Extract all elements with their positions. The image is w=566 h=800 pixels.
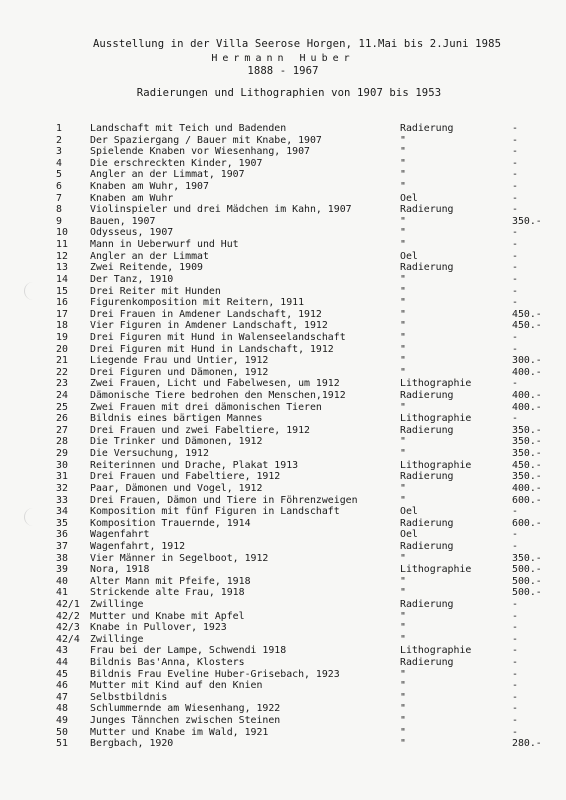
- catalog-row: [0, 506, 566, 518]
- catalog-number: 4: [56, 157, 62, 169]
- catalog-row: [0, 611, 566, 623]
- price: -: [512, 680, 518, 692]
- catalog-row: [0, 541, 566, 553]
- artwork-title: Reiterinnen und Drache, Plakat 1913: [90, 459, 299, 471]
- catalog-row: [0, 703, 566, 715]
- technique: Radierung: [400, 657, 454, 669]
- catalog-row: [0, 390, 566, 402]
- price: -: [512, 703, 518, 715]
- catalog-number: 20: [56, 343, 68, 355]
- technique: ": [400, 738, 406, 750]
- artwork-title: Die erschreckten Kinder, 1907: [90, 157, 263, 169]
- technique: ": [400, 366, 406, 378]
- catalog-number: 3: [56, 146, 62, 158]
- artwork-title: Komposition Trauernde, 1914: [90, 517, 251, 529]
- price: -: [512, 273, 518, 285]
- technique: ": [400, 633, 406, 645]
- catalog-number: 14: [56, 273, 68, 285]
- technique: Radierung: [400, 123, 454, 134]
- technique: ": [400, 436, 406, 448]
- artwork-title: Angler an der Limmat, 1907: [90, 169, 245, 181]
- catalog-number: 11: [56, 239, 68, 251]
- technique: ": [400, 343, 406, 355]
- artwork-title: Frau bei der Lampe, Schwendi 1918: [90, 645, 287, 657]
- catalog-number: 37: [56, 540, 68, 552]
- artwork-title: Odysseus, 1907: [90, 227, 174, 239]
- price: 400.-: [512, 390, 542, 402]
- catalog-number: 19: [56, 331, 68, 343]
- artwork-title: Strickende alte Frau, 1918: [90, 587, 245, 599]
- catalog-row: [0, 123, 566, 135]
- artwork-title: Alter Mann mit Pfeife, 1918: [90, 575, 251, 587]
- technique: Radierung: [400, 390, 454, 402]
- price: -: [512, 715, 518, 727]
- artwork-title: Zwillinge: [90, 633, 144, 645]
- catalog-row: [0, 715, 566, 727]
- price: -: [512, 645, 518, 657]
- catalog-row: [0, 669, 566, 681]
- price: -: [512, 343, 518, 355]
- technique: ": [400, 146, 406, 158]
- price: 350.-: [512, 448, 542, 460]
- price: -: [512, 123, 518, 134]
- catalog-row: [0, 262, 566, 274]
- artwork-title: Drei Frauen, Dämon und Tiere in Föhrenzweigen: [90, 494, 358, 506]
- technique: Oel: [400, 250, 418, 262]
- price: -: [512, 610, 518, 622]
- artwork-title: Drei Figuren mit Hund in Landschaft, 1912: [90, 343, 334, 355]
- catalog-number: 15: [56, 285, 68, 297]
- catalog-row: [0, 309, 566, 321]
- price: -: [512, 540, 518, 552]
- catalog-number: 9: [56, 215, 62, 227]
- catalog-row: [0, 634, 566, 646]
- price: -: [512, 146, 518, 158]
- catalog-number: 26: [56, 413, 68, 425]
- catalog-number: 47: [56, 691, 68, 703]
- catalog-row: [0, 645, 566, 657]
- artwork-title: Knaben am Wuhr: [90, 192, 174, 204]
- catalog-row: [0, 727, 566, 739]
- catalog-row: [0, 622, 566, 634]
- price: 350.-: [512, 424, 542, 436]
- technique: Lithographie: [400, 564, 472, 576]
- technique: ": [400, 587, 406, 599]
- catalog-number: 36: [56, 529, 68, 541]
- artwork-title: Zwillinge: [90, 598, 144, 610]
- price: 280.-: [512, 738, 542, 750]
- artwork-title: Mutter und Knabe mit Apfel: [90, 610, 245, 622]
- technique: ": [400, 703, 406, 715]
- catalog-row: [0, 181, 566, 193]
- catalog-number: 5: [56, 169, 62, 181]
- catalog-number: 31: [56, 471, 68, 483]
- artwork-title: Bildnis Frau Eveline Huber-Grisebach, 1923: [90, 668, 340, 680]
- price: -: [512, 285, 518, 297]
- price: -: [512, 239, 518, 251]
- price: -: [512, 181, 518, 193]
- technique: ": [400, 331, 406, 343]
- price: -: [512, 668, 518, 680]
- technique: ": [400, 239, 406, 251]
- price: 500.-: [512, 575, 542, 587]
- artwork-title: Knabe in Pullover, 1923: [90, 622, 227, 634]
- technique: ": [400, 215, 406, 227]
- price: 400.-: [512, 401, 542, 413]
- artwork-title: Liegende Frau und Untier, 1912: [90, 355, 269, 367]
- technique: ": [400, 622, 406, 634]
- price: -: [512, 192, 518, 204]
- artwork-title: Bauen, 1907: [90, 215, 156, 227]
- artwork-title: Drei Frauen und zwei Fabeltiere, 1912: [90, 424, 310, 436]
- artwork-title: Drei Figuren mit Hund in Walenseelandschaft: [90, 331, 346, 343]
- technique: ": [400, 575, 406, 587]
- catalog-number: 6: [56, 181, 62, 193]
- technique: ": [400, 285, 406, 297]
- catalog-row: [0, 193, 566, 205]
- catalog-row: [0, 564, 566, 576]
- price: -: [512, 598, 518, 610]
- artwork-title: Die Versuchung, 1912: [90, 448, 209, 460]
- catalog-row: [0, 158, 566, 170]
- catalog-row: [0, 436, 566, 448]
- artwork-title: Spielende Knaben vor Wiesenhang, 1907: [90, 146, 310, 158]
- artwork-title: Drei Frauen in Amdener Landschaft, 1912: [90, 308, 322, 320]
- artwork-title: Drei Figuren und Dämonen, 1912: [90, 366, 269, 378]
- artwork-title: Wagenfahrt, 1912: [90, 540, 186, 552]
- technique: ": [400, 715, 406, 727]
- catalog-row: [0, 657, 566, 669]
- catalog-number: 18: [56, 320, 68, 332]
- artwork-title: Violinspieler und drei Mädchen im Kahn, 1907: [90, 204, 352, 216]
- price: -: [512, 227, 518, 239]
- catalog-number: 42/4: [56, 633, 80, 645]
- price: 450.-: [512, 308, 542, 320]
- technique: ": [400, 157, 406, 169]
- technique: Radierung: [400, 540, 454, 552]
- catalog-row: [0, 738, 566, 750]
- artwork-title: Angler an der Limmat: [90, 250, 209, 262]
- price: -: [512, 506, 518, 518]
- catalog-row: [0, 587, 566, 599]
- artist-dates: 1888 - 1967: [247, 65, 319, 77]
- catalog-subtitle: Radierungen und Lithographien von 1907 bis 1953: [136, 87, 442, 99]
- artwork-title: Schlummernde am Wiesenhang, 1922: [90, 703, 281, 715]
- catalog-row: [0, 448, 566, 460]
- artwork-title: Mann in Ueberwurf und Hut: [90, 239, 239, 251]
- catalog-row: [0, 367, 566, 379]
- catalog-number: 27: [56, 424, 68, 436]
- technique: ": [400, 552, 406, 564]
- catalog-number: 22: [56, 366, 68, 378]
- catalog-row: [0, 227, 566, 239]
- catalog-number: 1: [56, 123, 62, 134]
- price: -: [512, 726, 518, 738]
- price: 350.-: [512, 552, 542, 564]
- artwork-title: Selbstbildnis: [90, 691, 168, 703]
- artist-name: Hermann Huber: [211, 53, 355, 64]
- catalog-row: [0, 495, 566, 507]
- catalog-row: [0, 599, 566, 611]
- catalog-row: [0, 425, 566, 437]
- technique: Lithographie: [400, 645, 472, 657]
- catalog-number: 25: [56, 401, 68, 413]
- catalog-number: 12: [56, 250, 68, 262]
- catalog-number: 34: [56, 506, 68, 518]
- technique: ": [400, 308, 406, 320]
- catalog-row: [0, 286, 566, 298]
- price: -: [512, 657, 518, 669]
- exhibition-line: Ausstellung in der Villa Seerose Horgen, 11.Mai bis 2.Juni 1985: [92, 38, 502, 50]
- artwork-title: Der Tanz, 1910: [90, 273, 174, 285]
- price: 500.-: [512, 564, 542, 576]
- artwork-title: Drei Reiter mit Hunden: [90, 285, 221, 297]
- price: 600.-: [512, 494, 542, 506]
- technique: ": [400, 610, 406, 622]
- catalog-number: 13: [56, 262, 68, 274]
- artwork-title: Zwei Frauen, Licht und Fabelwesen, um 1912: [90, 378, 340, 390]
- catalog-row: [0, 378, 566, 390]
- price: 300.-: [512, 355, 542, 367]
- catalog-row: [0, 692, 566, 704]
- catalog-number: 50: [56, 726, 68, 738]
- catalog-row: [0, 135, 566, 147]
- catalog-list: [0, 123, 566, 750]
- price: -: [512, 622, 518, 634]
- price: -: [512, 262, 518, 274]
- price: -: [512, 169, 518, 181]
- technique: Radierung: [400, 424, 454, 436]
- technique: ": [400, 320, 406, 332]
- price: -: [512, 297, 518, 309]
- catalog-row: [0, 576, 566, 588]
- catalog-row: [0, 204, 566, 216]
- artwork-title: Paar, Dämonen und Vogel, 1912: [90, 482, 263, 494]
- price: 500.-: [512, 587, 542, 599]
- catalog-row: [0, 146, 566, 158]
- catalog-number: 46: [56, 680, 68, 692]
- technique: ": [400, 273, 406, 285]
- catalog-number: 45: [56, 668, 68, 680]
- catalog-number: 49: [56, 715, 68, 727]
- technique: Oel: [400, 192, 418, 204]
- catalog-row: [0, 518, 566, 530]
- technique: ": [400, 680, 406, 692]
- catalog-number: 39: [56, 564, 68, 576]
- catalog-row: [0, 355, 566, 367]
- catalog-row: [0, 169, 566, 181]
- price: -: [512, 331, 518, 343]
- price: 450.-: [512, 320, 542, 332]
- technique: Radierung: [400, 204, 454, 216]
- catalog-number: 33: [56, 494, 68, 506]
- technique: ": [400, 181, 406, 193]
- artwork-title: Komposition mit fünf Figuren in Landschaft: [90, 506, 340, 518]
- technique: ": [400, 448, 406, 460]
- artwork-title: Junges Tännchen zwischen Steinen: [90, 715, 281, 727]
- price: 450.-: [512, 459, 542, 471]
- technique: ": [400, 297, 406, 309]
- artwork-title: Figurenkomposition mit Reitern, 1911: [90, 297, 305, 309]
- price: -: [512, 529, 518, 541]
- catalog-number: 24: [56, 390, 68, 402]
- technique: Radierung: [400, 517, 454, 529]
- artwork-title: Die Trinker und Dämonen, 1912: [90, 436, 263, 448]
- artwork-title: Bildnis eines bärtigen Mannes: [90, 413, 263, 425]
- technique: ": [400, 726, 406, 738]
- catalog-number: 29: [56, 448, 68, 460]
- catalog-number: 42/2: [56, 610, 80, 622]
- artwork-title: Dämonische Tiere bedrohen den Menschen,1912: [90, 390, 346, 402]
- catalog-number: 8: [56, 204, 62, 216]
- catalog-number: 42/3: [56, 622, 80, 634]
- catalog-row: [0, 460, 566, 472]
- technique: ": [400, 401, 406, 413]
- catalog-number: 28: [56, 436, 68, 448]
- price: 400.-: [512, 366, 542, 378]
- catalog-number: 38: [56, 552, 68, 564]
- artwork-title: Zwei Reitende, 1909: [90, 262, 203, 274]
- price: 350.-: [512, 436, 542, 448]
- catalog-row: [0, 471, 566, 483]
- technique: ": [400, 134, 406, 146]
- catalog-row: [0, 680, 566, 692]
- technique: ": [400, 169, 406, 181]
- catalog-row: [0, 413, 566, 425]
- catalog-number: 21: [56, 355, 68, 367]
- price: -: [512, 157, 518, 169]
- catalog-number: 40: [56, 575, 68, 587]
- price: -: [512, 250, 518, 262]
- catalog-number: 23: [56, 378, 68, 390]
- technique: ": [400, 482, 406, 494]
- catalog-number: 17: [56, 308, 68, 320]
- catalog-number: 51: [56, 738, 68, 750]
- technique: Radierung: [400, 262, 454, 274]
- catalog-number: 35: [56, 517, 68, 529]
- price: -: [512, 633, 518, 645]
- technique: Lithographie: [400, 378, 472, 390]
- artwork-title: Wagenfahrt: [90, 529, 150, 541]
- artwork-title: Mutter und Knabe im Wald, 1921: [90, 726, 269, 738]
- artwork-title: Vier Figuren in Amdener Landschaft, 1912: [90, 320, 328, 332]
- document-header: [0, 38, 566, 100]
- catalog-row: [0, 297, 566, 309]
- technique: Oel: [400, 506, 418, 518]
- catalog-number: 10: [56, 227, 68, 239]
- catalog-number: 44: [56, 657, 68, 669]
- artwork-title: Der Spaziergang / Bauer mit Knabe, 1907: [90, 134, 322, 146]
- technique: Lithographie: [400, 459, 472, 471]
- artwork-title: Knaben am Wuhr, 1907: [90, 181, 209, 193]
- catalog-row: [0, 332, 566, 344]
- technique: ": [400, 355, 406, 367]
- artwork-title: Nora, 1918: [90, 564, 150, 576]
- catalog-row: [0, 483, 566, 495]
- price: 350.-: [512, 471, 542, 483]
- catalog-row: [0, 320, 566, 332]
- catalog-row: [0, 274, 566, 286]
- price: -: [512, 413, 518, 425]
- technique: ": [400, 227, 406, 239]
- artwork-title: Vier Männer in Segelboot, 1912: [90, 552, 269, 564]
- artwork-title: Zwei Frauen mit drei dämonischen Tieren: [90, 401, 322, 413]
- artwork-title: Bildnis Bas'Anna, Klosters: [90, 657, 245, 669]
- technique: Radierung: [400, 471, 454, 483]
- technique: ": [400, 668, 406, 680]
- technique: Lithographie: [400, 413, 472, 425]
- technique: ": [400, 691, 406, 703]
- catalog-row: [0, 529, 566, 541]
- catalog-row: [0, 402, 566, 414]
- catalog-number: 41: [56, 587, 68, 599]
- catalog-row: [0, 216, 566, 228]
- technique: Radierung: [400, 598, 454, 610]
- catalog-number: 48: [56, 703, 68, 715]
- catalog-row: [0, 344, 566, 356]
- artwork-title: Landschaft mit Teich und Badenden: [90, 123, 287, 134]
- price: -: [512, 691, 518, 703]
- price: -: [512, 204, 518, 216]
- price: 350.-: [512, 215, 542, 227]
- catalog-number: 30: [56, 459, 68, 471]
- technique: Oel: [400, 529, 418, 541]
- artwork-title: Drei Frauen und Fabeltiere, 1912: [90, 471, 281, 483]
- catalog-row: [0, 553, 566, 565]
- artwork-title: Bergbach, 1920: [90, 738, 174, 750]
- catalog-number: 32: [56, 482, 68, 494]
- catalog-number: 43: [56, 645, 68, 657]
- price: -: [512, 134, 518, 146]
- artwork-title: Mutter mit Kind auf den Knien: [90, 680, 263, 692]
- technique: ": [400, 494, 406, 506]
- catalog-row: [0, 251, 566, 263]
- price: 600.-: [512, 517, 542, 529]
- catalog-row: [0, 239, 566, 251]
- price: 400.-: [512, 482, 542, 494]
- catalog-number: 16: [56, 297, 68, 309]
- price: -: [512, 378, 518, 390]
- catalog-number: 2: [56, 134, 62, 146]
- catalog-number: 7: [56, 192, 62, 204]
- catalog-number: 42/1: [56, 598, 80, 610]
